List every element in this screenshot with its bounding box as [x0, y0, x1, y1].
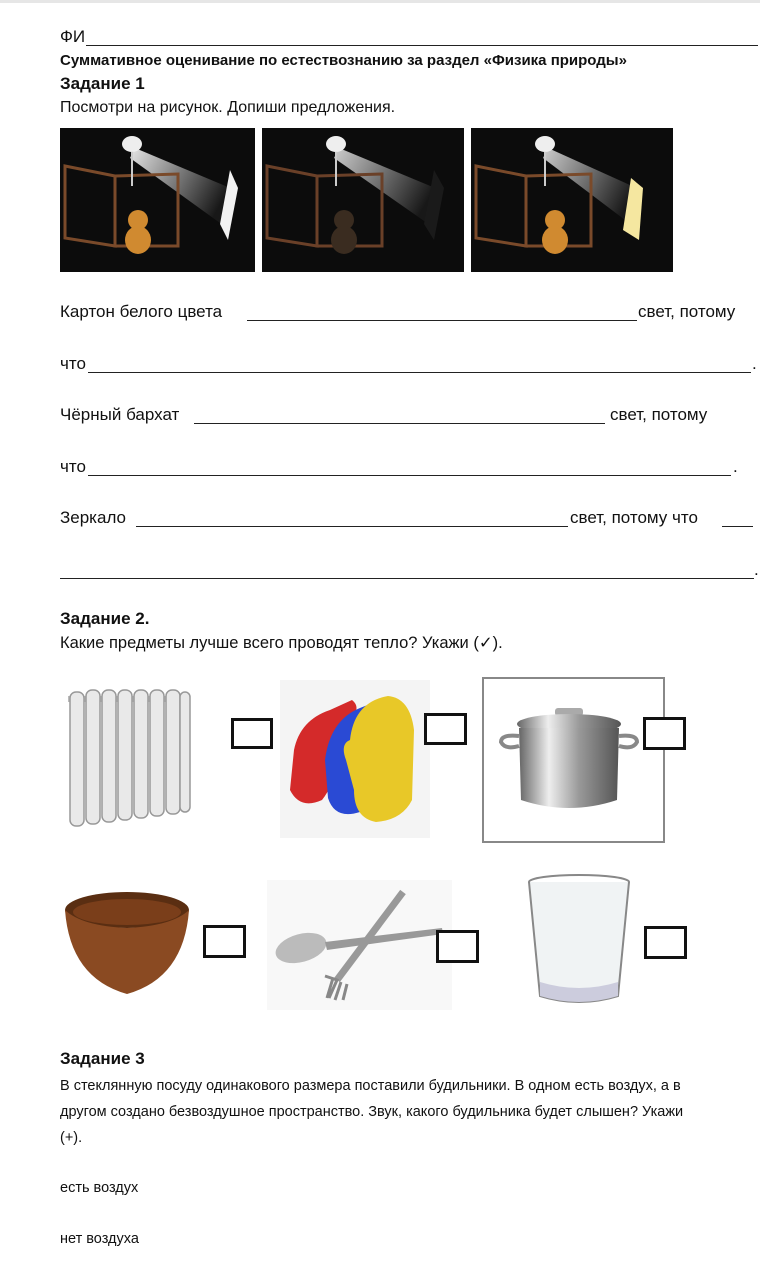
glass-checkbox[interactable]	[644, 926, 687, 959]
task3-heading: Задание 3	[60, 1049, 145, 1068]
task3-text-line1: В стеклянную посуду одинакового размера поставили будильники. В одном есть воздух, а в	[60, 1078, 681, 1094]
s3-blank[interactable]	[136, 526, 568, 527]
s1-end: свет, потому	[638, 302, 736, 321]
task2-question: Какие предметы лучше всего проводят тепло? Укажи (✓).	[60, 634, 503, 652]
s3-blank-2[interactable]	[60, 578, 754, 579]
s2-blank-2[interactable]	[88, 475, 731, 476]
task1-instruction: Посмотри на рисунок. Допиши предложения.	[60, 99, 396, 116]
page-title: Суммативное оценивание по естествознанию за раздел «Физика природы»	[60, 52, 627, 69]
s1-blank[interactable]	[247, 320, 637, 321]
bear-lamp-black-velvet-photo	[262, 128, 464, 272]
s2-blank[interactable]	[194, 423, 605, 424]
radiator-checkbox[interactable]	[231, 718, 273, 749]
bear-lamp-mirror-photo	[471, 128, 673, 272]
oven-mitts-image	[280, 680, 430, 838]
task3-text-line3: (+).	[60, 1130, 83, 1146]
s3-blank-tail[interactable]	[722, 526, 753, 527]
wooden-bowl-checkbox[interactable]	[203, 925, 246, 958]
steel-pot-image	[497, 700, 642, 816]
radiator-image	[64, 686, 194, 832]
s2-dot: .	[733, 457, 738, 476]
oven-mitts-checkbox[interactable]	[424, 713, 467, 745]
s2-cont: что	[60, 457, 86, 476]
task2-heading: Задание 2.	[60, 609, 150, 628]
page-top-edge	[0, 0, 760, 3]
task1-heading: Задание 1	[60, 74, 145, 93]
option-air: есть воздух	[60, 1180, 139, 1196]
name-field[interactable]	[86, 45, 758, 46]
s1-dot: .	[752, 354, 757, 373]
s2-start: Чёрный бархат	[60, 405, 180, 424]
s3-start: Зеркало	[60, 508, 127, 527]
wooden-bowl-image	[62, 888, 192, 1000]
name-label: ФИ	[60, 27, 86, 46]
s2-end: свет, потому	[610, 405, 708, 424]
s3-dot: .	[754, 560, 759, 579]
glass-image	[524, 872, 634, 1012]
s1-start: Картон белого цвета	[60, 302, 223, 321]
steel-pot-checkbox[interactable]	[643, 717, 686, 750]
bear-lamp-white-card-photo	[60, 128, 255, 272]
spoon-and-fork-image	[267, 880, 452, 1010]
task3-text-line2: другом создано безвоздушное пространство. Звук, какого будильника будет слышен? Укажи	[60, 1104, 684, 1120]
s3-end: свет, потому что	[570, 508, 698, 527]
spoon-and-fork-checkbox[interactable]	[436, 930, 479, 963]
s1-blank-2[interactable]	[88, 372, 751, 373]
s1-cont: что	[60, 354, 86, 373]
option-no-air: нет воздуха	[60, 1231, 139, 1247]
